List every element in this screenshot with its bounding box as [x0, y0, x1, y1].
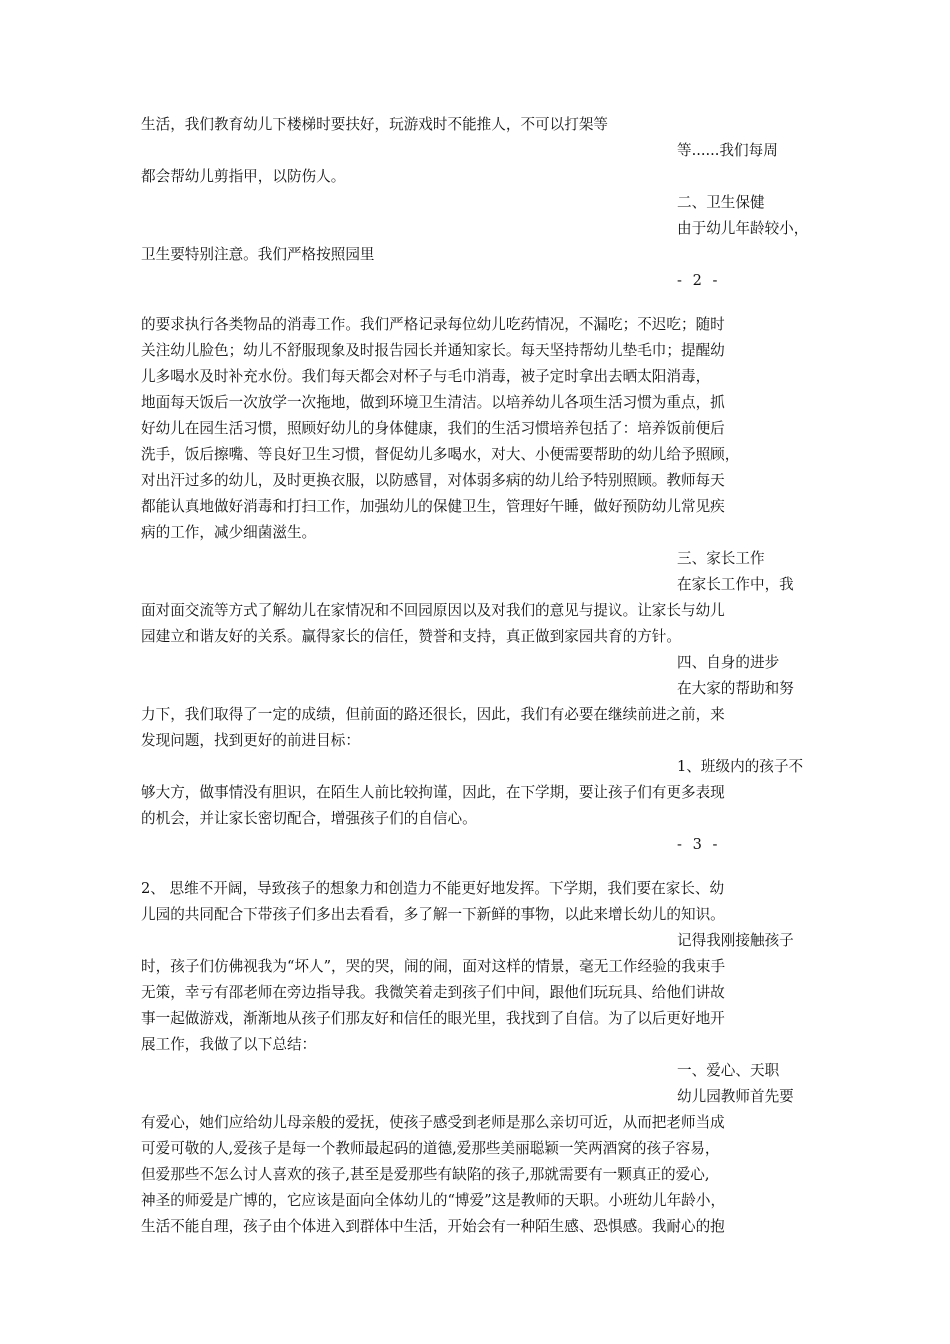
text-line: 生活不能自理，孩子由个体进入到群体中生活，开始会有一种陌生感、恐惧感。我耐心的抱: [141, 1218, 725, 1235]
section-heading-love: 一、爱心、天职: [677, 1062, 780, 1079]
section-heading-parents: 三、家长工作: [677, 550, 765, 567]
text-line: 可爱可敬的人,爱孩子是每一个教师最起码的道德,爱那些美丽聪颖一笑两酒窝的孩子容易，: [141, 1140, 720, 1157]
text-line: 1、班级内的孩子不: [677, 758, 804, 775]
text-line: 关注幼儿脸色；幼儿不舒服现象及时报告园长并通知家长。每天坚持帮幼儿垫毛巾；提醒幼: [141, 342, 725, 359]
text-line: 由于幼儿年龄较小，: [677, 220, 809, 237]
text-line: 发现问题，找到更好的前进目标：: [141, 732, 360, 749]
text-line: 有爱心，她们应给幼儿母亲般的爱抚，使孩子感受到老师是那么亲切可近，从而把老师当成: [141, 1114, 725, 1131]
text-line: 洗手，饭后擦嘴、等良好卫生习惯，督促幼儿多喝水，对大、小便需要帮助的幼儿给予照顾，: [141, 446, 740, 463]
text-line: 儿多喝水及时补充水份。我们每天都会对杯子与毛巾消毒，被子定时拿出去晒太阳消毒，: [141, 368, 711, 385]
page-break: [141, 858, 821, 876]
text-line: 2、 思维不开阔，导致孩子的想象力和创造力不能更好地发挥。下学期，我们要在家长、幼: [141, 880, 725, 897]
text-line: 的机会，并让家长密切配合，增强孩子们的自信心。: [141, 810, 477, 827]
text-line: 在家长工作中，我: [677, 576, 794, 593]
text-line: 都能认真地做好消毒和打扫工作，加强幼儿的保健卫生，管理好午睡，做好预防幼儿常见疾: [141, 498, 725, 515]
page-number: - 3 -: [677, 836, 721, 853]
text-line: 面对面交流等方式了解幼儿在家情况和不回园原因以及对我们的意见与提议。让家长与幼儿: [141, 602, 725, 619]
page-break: [141, 294, 821, 312]
text-line: 等......我们每周: [677, 142, 778, 159]
text-line: 病的工作，减少细菌滋生。: [141, 524, 317, 541]
text-line: 神圣的师爱是广博的，它应该是面向全体幼儿的“博爱”这是教师的天职。小班幼儿年龄小，: [141, 1192, 726, 1209]
document-page: [141, 112, 821, 1240]
text-line: 力下，我们取得了一定的成绩，但前面的路还很长，因此，我们有必要在继续前进之前，来: [141, 706, 725, 723]
text-line: 生活，我们教育幼儿下楼梯时要扶好，玩游戏时不能推人，不可以打架等: [141, 116, 609, 133]
text-line: 记得我刚接触孩子: [677, 932, 794, 949]
text-line: 展工作，我做了以下总结：: [141, 1036, 317, 1053]
text-line: 事一起做游戏，渐渐地从孩子们那友好和信任的眼光里，我找到了自信。为了以后更好地开: [141, 1010, 725, 1027]
section-heading-progress: 四、自身的进步: [677, 654, 780, 671]
text-line: 时，孩子们仿佛视我为“坏人”，哭的哭，闹的闹，面对这样的情景，毫无工作经验的我束手: [141, 958, 726, 975]
text-line: 卫生要特别注意。我们严格按照园里: [141, 246, 375, 263]
text-line: 够大方，做事情没有胆识，在陌生人前比较拘谨，因此，在下学期，要让孩子们有更多表现: [141, 784, 725, 801]
text-line: 在大家的帮助和努: [677, 680, 794, 697]
text-line: 地面每天饭后一次放学一次拖地，做到环境卫生清洁。以培养幼儿各项生活习惯为重点，抓: [141, 394, 725, 411]
text-line: 园建立和谐友好的关系。赢得家长的信任，赞誉和支持，真正做到家园共育的方针。: [141, 628, 681, 645]
text-line: 儿园的共同配合下带孩子们多出去看看，多了解一下新鲜的事物，以此来增长幼儿的知识。: [141, 906, 725, 923]
page-number: - 2 -: [677, 272, 721, 289]
section-heading-hygiene: 二、卫生保健: [677, 194, 765, 211]
text-line: 都会帮幼儿剪指甲，以防伤人。: [141, 168, 346, 185]
text-line: 好幼儿在园生活习惯，照顾好幼儿的身体健康，我们的生活习惯培养包括了：培养饭前便后: [141, 420, 725, 437]
text-line: 幼儿园教师首先要: [677, 1088, 794, 1105]
text-line: 但爱那些不怎么讨人喜欢的孩子,甚至是爱那些有缺陷的孩子,那就需要有一颗真正的爱心,: [141, 1166, 710, 1183]
text-line: 对出汗过多的幼儿，及时更换衣服，以防感冒，对体弱多病的幼儿给予特别照顾。教师每天: [141, 472, 725, 489]
text-line: 的要求执行各类物品的消毒工作。我们严格记录每位幼儿吃药情况，不漏吃；不迟吃；随时: [141, 316, 725, 333]
text-line: 无策，幸亏有邵老师在旁边指导我。我微笑着走到孩子们中间，跟他们玩玩具、给他们讲故: [141, 984, 725, 1001]
